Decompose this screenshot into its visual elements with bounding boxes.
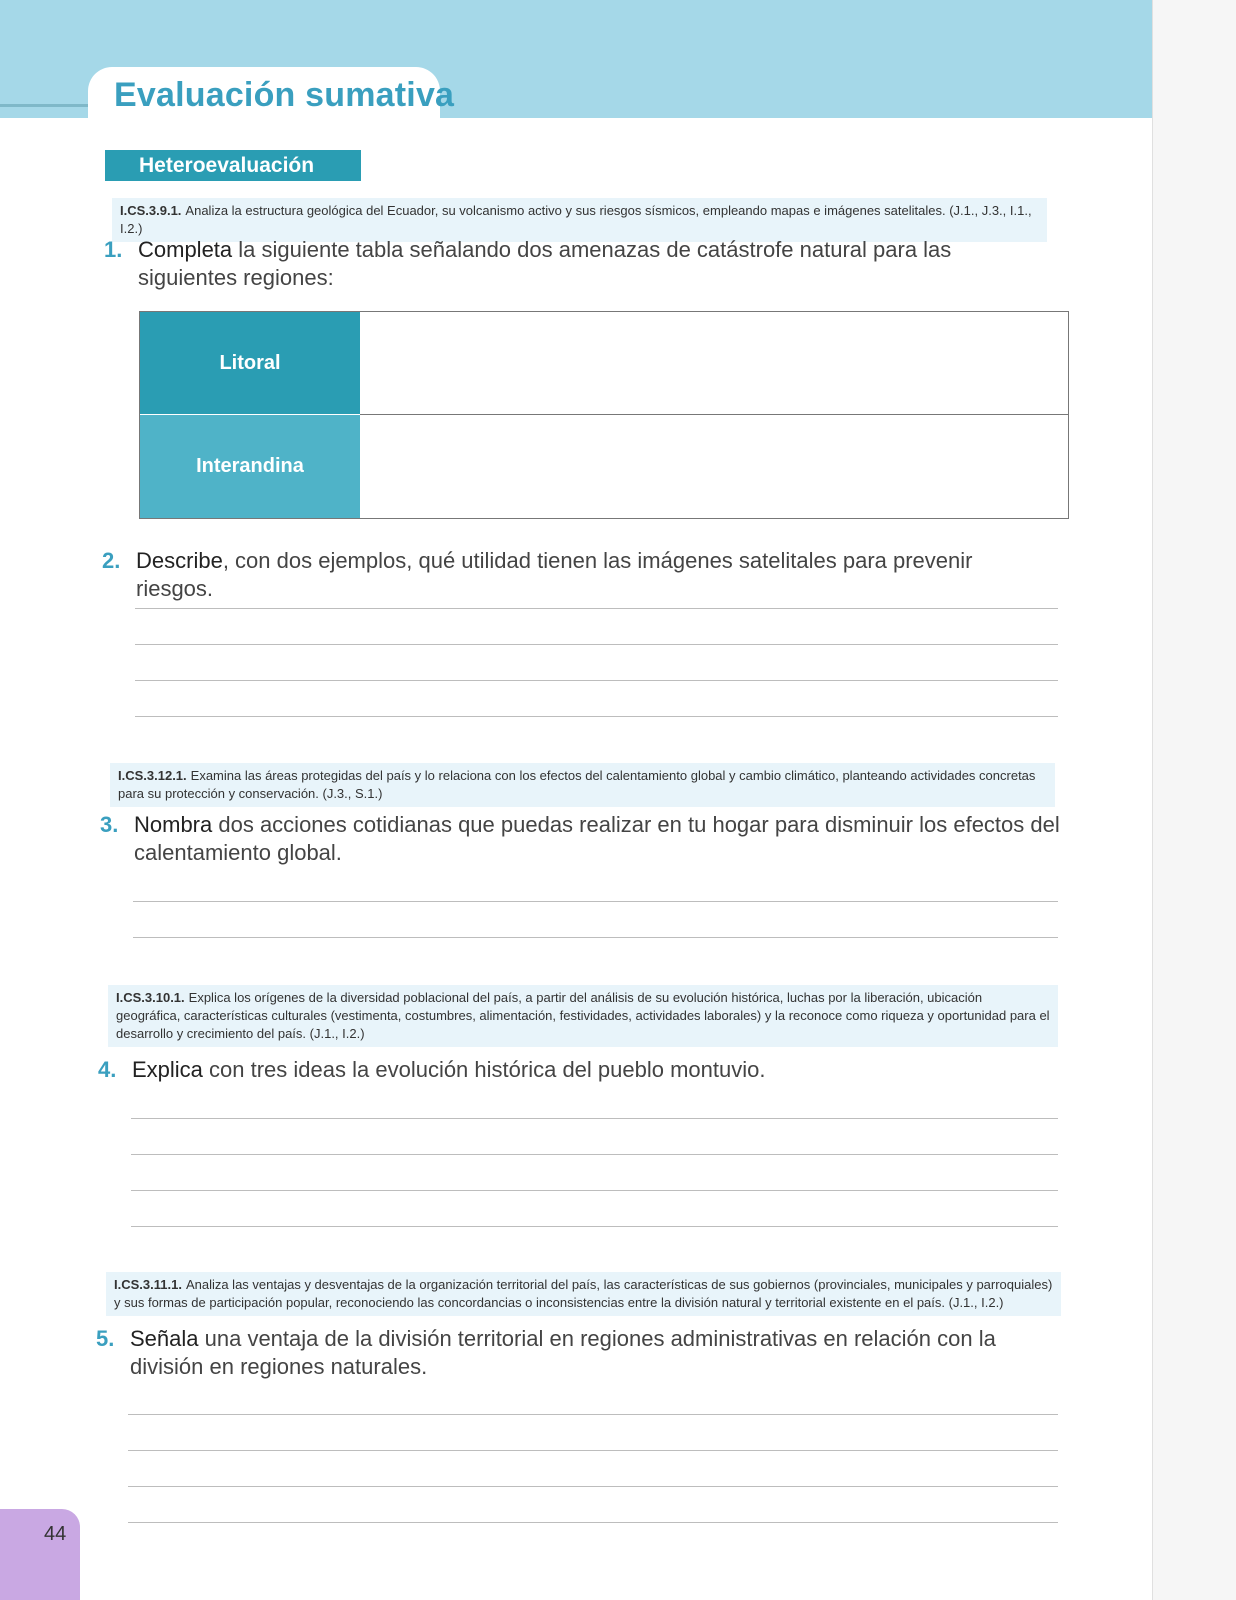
answer-line[interactable] bbox=[135, 608, 1058, 609]
answer-line[interactable] bbox=[131, 1118, 1058, 1119]
page-number: 44 bbox=[44, 1523, 67, 1545]
question-number: 5. bbox=[96, 1326, 115, 1351]
page-title: Evaluación sumativa bbox=[114, 76, 455, 114]
table-row bbox=[140, 312, 1068, 414]
question-5 bbox=[96, 1325, 1060, 1381]
answer-line[interactable] bbox=[131, 1154, 1058, 1155]
indicator-code: I.CS.3.11.1. bbox=[114, 1277, 182, 1292]
indicator-2 bbox=[110, 763, 1055, 807]
answer-line[interactable] bbox=[128, 1414, 1058, 1415]
question-number: 1. bbox=[104, 237, 123, 262]
answer-line[interactable] bbox=[128, 1522, 1058, 1523]
question-1 bbox=[104, 236, 1049, 292]
region-cell-litoral: Litoral bbox=[140, 312, 360, 414]
answer-line[interactable] bbox=[133, 901, 1058, 902]
indicator-text: Examina las áreas protegidas del país y lo relaciona con los efectos del calentamiento global y cambio climático, planteando actividades concretas para su protección y conservación. (J.3., S.1.) bbox=[118, 768, 1036, 801]
answer-line[interactable] bbox=[131, 1226, 1058, 1227]
indicator-code: I.CS.3.10.1. bbox=[116, 990, 185, 1005]
question-number: 3. bbox=[100, 812, 119, 837]
indicator-4 bbox=[106, 1272, 1061, 1316]
answer-line[interactable] bbox=[128, 1486, 1058, 1487]
answer-line[interactable] bbox=[131, 1190, 1058, 1191]
answer-line[interactable] bbox=[135, 680, 1058, 681]
question-verb: Completa bbox=[138, 237, 233, 262]
answer-line[interactable] bbox=[128, 1450, 1058, 1451]
question-2 bbox=[102, 547, 1052, 603]
answer-cell-interandina[interactable] bbox=[360, 415, 1068, 518]
section-header: Heteroevaluación bbox=[105, 150, 361, 181]
indicator-code: I.CS.3.12.1. bbox=[118, 768, 187, 783]
question-verb: Explica bbox=[132, 1057, 203, 1082]
table-row bbox=[140, 415, 1068, 518]
question-verb: Describe bbox=[136, 548, 223, 573]
question-4 bbox=[98, 1056, 1058, 1084]
question-text: , con dos ejemplos, qué utilidad tienen las imágenes satelitales para prevenir riesgos. bbox=[136, 548, 973, 601]
question-number: 2. bbox=[102, 548, 121, 573]
indicator-3 bbox=[108, 985, 1058, 1047]
question-number: 4. bbox=[98, 1057, 117, 1082]
question-3 bbox=[100, 811, 1060, 867]
answer-line[interactable] bbox=[135, 644, 1058, 645]
question-text: con tres ideas la evolución histórica del pueblo montuvio. bbox=[202, 1057, 766, 1082]
question-verb: Nombra bbox=[134, 812, 213, 837]
page-number-tab bbox=[0, 1509, 80, 1600]
page-edge-line bbox=[1152, 0, 1153, 1600]
answer-line[interactable] bbox=[133, 937, 1058, 938]
region-cell-interandina: Interandina bbox=[140, 415, 360, 518]
question-text: una ventaja de la división territorial en regiones administrativas en relación con la división en regiones naturales. bbox=[130, 1326, 996, 1379]
answer-line[interactable] bbox=[135, 716, 1058, 717]
answer-cell-litoral[interactable] bbox=[360, 312, 1068, 414]
hazards-table bbox=[139, 311, 1069, 519]
indicator-code: I.CS.3.9.1. bbox=[120, 203, 182, 218]
header-divider bbox=[0, 104, 88, 107]
question-text: la siguiente tabla señalando dos amenazas de catástrofe natural para las siguientes regiones: bbox=[138, 237, 952, 290]
page-margin bbox=[1152, 0, 1236, 1600]
indicator-text: Explica los orígenes de la diversidad poblacional del país, a partir del análisis de su evolución histórica, luchas por la liberación, ubicación geográfica, características culturales (vestimenta, costumbres, alimentación, festividades, actividades laborales) y la reconoce como riqueza y oportunidad para el desarrollo y crecimiento del país. (J.1., I.2.) bbox=[116, 990, 1050, 1041]
question-verb: Señala bbox=[130, 1326, 199, 1351]
question-text: dos acciones cotidianas que puedas realizar en tu hogar para disminuir los efectos del calentamiento global. bbox=[134, 812, 1060, 865]
indicator-text: Analiza la estructura geológica del Ecuador, su volcanismo activo y sus riesgos sísmicos, empleando mapas e imágenes satelitales. (J.1., J.3., I.1., I.2.) bbox=[120, 203, 1032, 236]
indicator-text: Analiza las ventajas y desventajas de la organización territorial del país, las características de sus gobiernos (provinciales, municipales y parroquiales) y sus formas de participación popular, reconociendo las concordancias o inconsistencias entre la división natural y territorial existente en el país. (J.1., I.2.) bbox=[114, 1277, 1053, 1310]
